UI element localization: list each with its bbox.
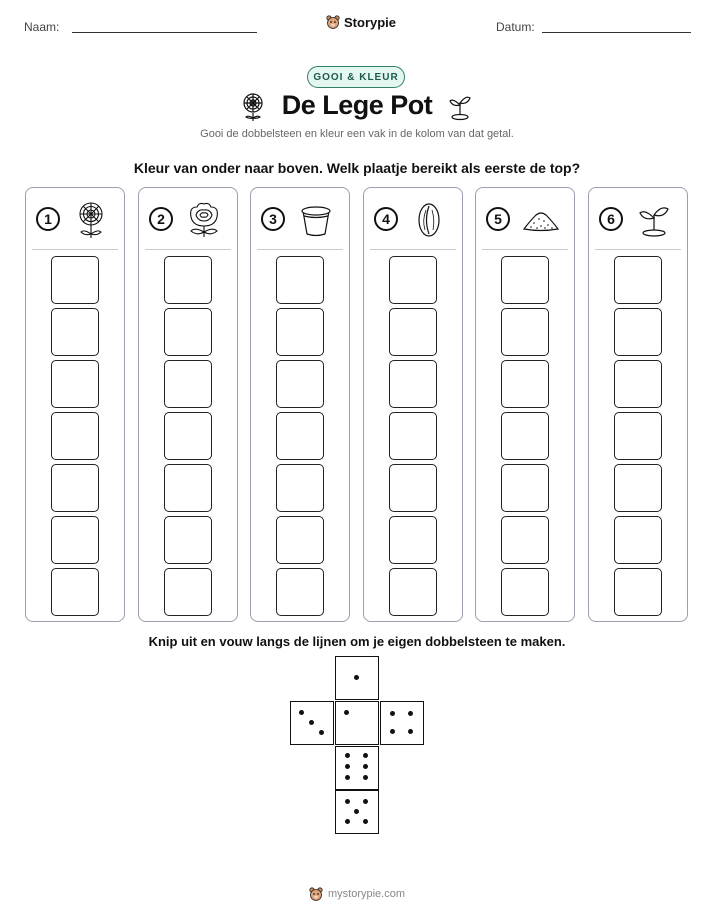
column-header <box>476 188 574 250</box>
peony-icon <box>185 201 223 239</box>
color-cell[interactable] <box>276 256 324 304</box>
column-header <box>26 188 124 250</box>
sprout-title-icon <box>448 93 472 121</box>
die-face-3 <box>290 701 334 745</box>
brand-name: Storypie <box>344 14 397 30</box>
pip <box>408 729 413 734</box>
pip <box>309 720 314 725</box>
pip <box>345 775 350 780</box>
column-6 <box>588 187 688 622</box>
color-cell[interactable] <box>164 412 212 460</box>
pot-icon <box>297 201 335 239</box>
column-4 <box>363 187 463 622</box>
pip <box>363 799 368 804</box>
color-cell[interactable] <box>164 464 212 512</box>
column-5 <box>475 187 575 622</box>
footer <box>0 886 714 902</box>
column-number: 6 <box>599 207 623 231</box>
die-face-1 <box>335 656 379 700</box>
pip <box>408 711 413 716</box>
color-cell[interactable] <box>614 308 662 356</box>
pip <box>363 819 368 824</box>
column-divider <box>257 249 343 250</box>
color-cell[interactable] <box>51 568 99 616</box>
color-cell[interactable] <box>389 256 437 304</box>
brand-logo <box>326 14 396 30</box>
column-divider <box>370 249 456 250</box>
column-2 <box>138 187 238 622</box>
column-divider <box>482 249 568 250</box>
pip <box>319 730 324 735</box>
date-line[interactable] <box>542 32 691 33</box>
flower-icon <box>72 201 110 239</box>
column-number: 1 <box>36 207 60 231</box>
pip <box>299 710 304 715</box>
pip <box>344 710 349 715</box>
color-cell[interactable] <box>51 308 99 356</box>
color-cell[interactable] <box>164 256 212 304</box>
color-cell[interactable] <box>51 256 99 304</box>
color-cell[interactable] <box>389 464 437 512</box>
column-1 <box>25 187 125 622</box>
cell-stack <box>276 256 324 620</box>
soil-icon <box>522 201 560 239</box>
column-number: 3 <box>261 207 285 231</box>
pip <box>345 764 350 769</box>
pip <box>354 809 359 814</box>
date-label: Datum: <box>496 20 535 34</box>
storypie-mascot-icon <box>309 886 323 902</box>
color-cell[interactable] <box>614 516 662 564</box>
color-cell[interactable] <box>501 308 549 356</box>
sprout-icon <box>635 201 673 239</box>
column-divider <box>145 249 231 250</box>
color-cell[interactable] <box>51 412 99 460</box>
color-cell[interactable] <box>614 360 662 408</box>
color-cell[interactable] <box>276 308 324 356</box>
color-cell[interactable] <box>276 360 324 408</box>
color-cell[interactable] <box>389 516 437 564</box>
cell-stack <box>389 256 437 620</box>
color-cell[interactable] <box>389 308 437 356</box>
die-face-4 <box>380 701 424 745</box>
die-face-6 <box>335 746 379 790</box>
column-header <box>251 188 349 250</box>
color-cell[interactable] <box>501 516 549 564</box>
color-cell[interactable] <box>276 464 324 512</box>
cell-stack <box>501 256 549 620</box>
color-cell[interactable] <box>276 516 324 564</box>
cut-instruction: Knip uit en vouw langs de lijnen om je eigen dobbelsteen te maken. <box>148 634 566 649</box>
category-badge: GOOI & KLEUR <box>307 66 405 88</box>
color-cell[interactable] <box>614 568 662 616</box>
color-cell[interactable] <box>389 412 437 460</box>
name-label: Naam: <box>24 20 60 34</box>
color-cell[interactable] <box>501 360 549 408</box>
column-divider <box>32 249 118 250</box>
page-title: De Lege Pot <box>281 90 433 120</box>
pip <box>345 753 350 758</box>
die-face-1-center <box>335 701 379 745</box>
column-divider <box>595 249 681 250</box>
die-face-5 <box>335 790 379 834</box>
column-number: 4 <box>374 207 398 231</box>
pip <box>363 775 368 780</box>
cell-stack <box>614 256 662 620</box>
color-cell[interactable] <box>614 464 662 512</box>
instruction: Kleur van onder naar boven. Welk plaatje bereikt als eerste de top? <box>133 160 581 176</box>
color-cell[interactable] <box>501 568 549 616</box>
color-cell[interactable] <box>164 308 212 356</box>
pip <box>363 764 368 769</box>
dice-net <box>290 656 424 834</box>
column-number: 2 <box>149 207 173 231</box>
color-cell[interactable] <box>51 464 99 512</box>
color-cell[interactable] <box>501 464 549 512</box>
column-header <box>139 188 237 250</box>
pip <box>345 799 350 804</box>
color-cell[interactable] <box>276 412 324 460</box>
color-cell[interactable] <box>164 516 212 564</box>
footer-url[interactable]: mystorypie.com <box>327 888 406 900</box>
pip <box>390 729 395 734</box>
color-cell[interactable] <box>501 412 549 460</box>
pip <box>354 675 359 680</box>
cell-stack <box>164 256 212 620</box>
color-cell[interactable] <box>164 568 212 616</box>
column-number: 5 <box>486 207 510 231</box>
pip <box>345 819 350 824</box>
pip <box>363 753 368 758</box>
color-cell[interactable] <box>164 360 212 408</box>
color-cell[interactable] <box>614 412 662 460</box>
pip <box>390 711 395 716</box>
color-cell[interactable] <box>51 360 99 408</box>
column-header <box>364 188 462 250</box>
seed-icon <box>410 201 448 239</box>
color-cell[interactable] <box>51 516 99 564</box>
column-header <box>589 188 687 250</box>
color-cell[interactable] <box>614 256 662 304</box>
cell-stack <box>51 256 99 620</box>
name-line[interactable] <box>72 32 257 33</box>
color-cell[interactable] <box>501 256 549 304</box>
color-cell[interactable] <box>389 360 437 408</box>
color-cell[interactable] <box>276 568 324 616</box>
color-cell[interactable] <box>389 568 437 616</box>
column-3 <box>250 187 350 622</box>
subtitle: Gooi de dobbelsteen en kleur een vak in de kolom van dat getal. <box>200 128 514 140</box>
storypie-mascot-icon <box>326 14 340 30</box>
